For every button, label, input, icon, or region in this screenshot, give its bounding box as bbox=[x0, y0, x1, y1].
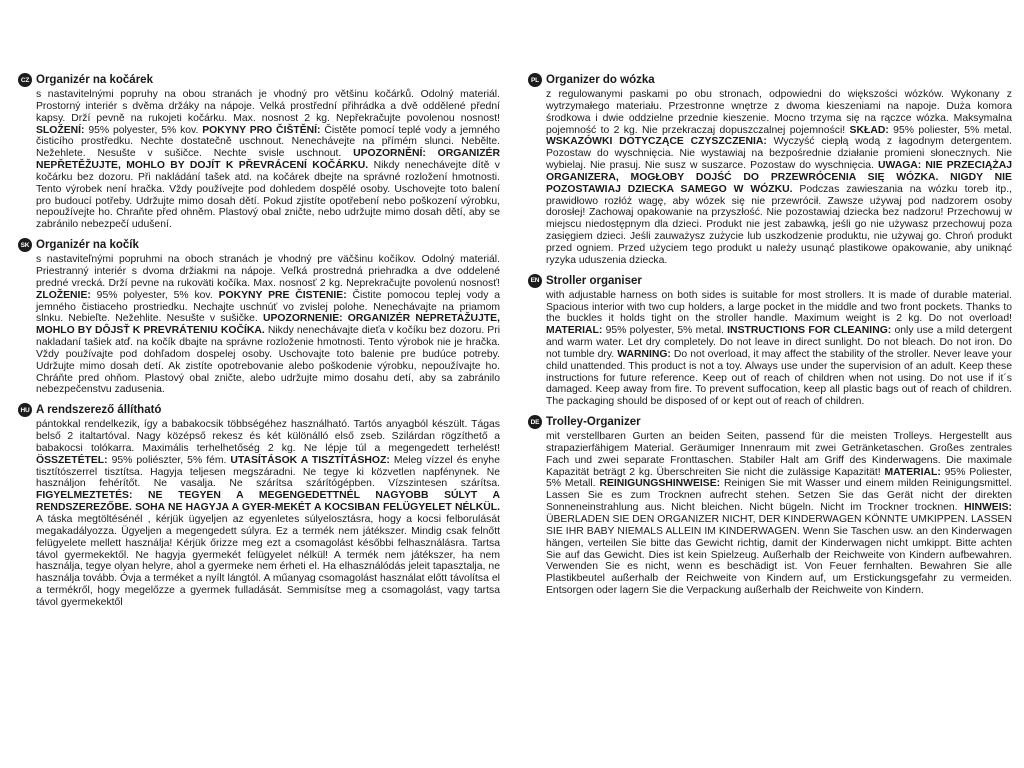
section-header bbox=[528, 273, 1012, 289]
section-header bbox=[18, 402, 500, 418]
section-title: Organizer do wózka bbox=[546, 74, 655, 86]
body-bold: MATERIAL: bbox=[884, 466, 941, 478]
left-column bbox=[18, 72, 500, 615]
body-bold: MATERIAL: bbox=[546, 325, 603, 337]
body-bold: POKYNY PRE ČISTENIE: bbox=[218, 289, 347, 301]
body-bold: UPOZORNENIE: ORGANIZÉR NEPRETAŽUJTE, MOHLO BY DÔJSŤ K PREVRÁTENIU KOČÍKA. bbox=[36, 313, 500, 337]
body-text: Wyczyść ciepłą wodą z łagodnym detergentem. Pozostaw do wyschnięcia. Nie wystawiaj na bezpośrednie działanie promieni słonecznych. Nie wybielaj. Nie prasuj. Nie susz w suszarce. Pozostaw do wyschnięcia. bbox=[546, 136, 1012, 172]
section-cz bbox=[18, 72, 500, 231]
body-bold: POKYNY PRO ČIŠTĚNÍ: bbox=[202, 124, 321, 136]
section-de bbox=[528, 414, 1012, 597]
body-bold: ÖSSZETÉTEL: bbox=[36, 454, 108, 466]
body-text: ÜBERLADEN SIE DEN ORGANIZER NICHT, DER KINDERWAGEN KÖNNTE UMKIPPEN. LASSEN SIE IHR BABY NIEMALS ALLEIN IM KINDERWAGEN. Wenn Sie Taschen usw. an den Kinderwagen hängen, verteilen Sie bitte das Gewicht richtig, damit der Kinderwagen nicht umkippt. Bitte achten Sie auf das Gewicht. Dies ist kein Spielzeug. Außerhalb der Reichweite von Kindern aufbewahren. Verwenden Sie es nicht, wenn es beschädigt ist. Von Feuer fernhalten. Bewahren Sie alle Plastikbeutel außerhalb der Reichweite von Kindern auf, um Erstickungsgefahr zu vermeiden. Entsorgen oder lagern Sie die Verpackung außerhalb der Reichweite von Kindern. bbox=[546, 514, 1012, 597]
section-title: Stroller organiser bbox=[546, 274, 642, 287]
body-bold: FIGYELMEZTETÉS: NE TEGYEN A MEGENGEDETTNÉL NAGYOBB SÚLYT A RENDSZEREZŐBE. SOHA NE HAGYJA A GYER-MEKÉT A KOCSIBAN FELÜGYELET NÉLKÜL. bbox=[36, 490, 500, 514]
section-header bbox=[528, 72, 1012, 88]
section-body bbox=[36, 419, 500, 609]
body-bold: SKŁAD: bbox=[849, 124, 889, 136]
body-text: Do not overload, it may affect the stability of the stroller. Never leave your child unattended. This product is not a toy. Always use under the supervision of an adult. Keep these instructions for future reference. Keep out of reach of children when not using. Do not use if it´s damaged. Keep away from fire. To prevent suffocation, keep all plastic bags out of reach of children. The packaging should be disposed of or kept out of reach of children. bbox=[546, 348, 1013, 408]
section-hu bbox=[18, 402, 500, 609]
section-sk bbox=[18, 237, 500, 396]
body-bold: INSTRUCTIONS FOR CLEANING: bbox=[727, 325, 892, 337]
body-text: 95% Poliester, 5% Metall. bbox=[546, 466, 1012, 490]
body-text: 95% poliészter, 5% fém. bbox=[107, 454, 231, 466]
section-header bbox=[18, 72, 500, 88]
body-text: Nikdy nenechávajte dieťa v kočíku bez dozoru. Pri nakladaní tašiek atď. na kočík dbajte na správne rozloženie hmotnosti. Tento výrobok nie je hračka. Vždy používajte pod dohľadom dospelej osoby. Uschovajte toto balenie pre budúce potreby. Udržujte mimo dosah detí. Ak zistíte opotrebovanie alebo poškodenie výrobku, nepoužívajte ho. Chráňte pred ohňom. Plastový obal zničte, alebo udržujte mimo dosahu detí, aby sa zabránilo nebezpečenstvu zadusenia. bbox=[36, 325, 500, 396]
section-body bbox=[36, 254, 500, 396]
body-text: with adjustable harness on both sides is suitable for most strollers. It is made of durable material. Spacious interior with two cup holders, a large pocket in the middle and two front pockets. Thanks to the buckles it holds tight on the stroller handle. Maximum weight is 2 kg. Do not overload! bbox=[546, 289, 1012, 325]
body-text: s nastaviteľnými popruhmi na oboch stranách je vhodný pre väčšinu kočíkov. Odolný materiál. Priestranný interiér s dvoma držiakmi na nápoje. Veľká prostredná priehradka a dve oddelené predné vrecká. Drží pevne na rukoväti kočíka. Max. nosnosť 2 kg. Neprekračujte povolenú nosnosť! bbox=[36, 254, 500, 289]
language-badge-icon: DE bbox=[528, 415, 542, 429]
body-text: pántokkal rendelkezik, így a babakocsik többségéhez használható. Tartós anyagból készült. Tágas belső 2 italtartóval. Nagy középső rekesz és két különálló első zseb. Szilárdan rögzíthető a babakocsi tolókarra. Maximális terhelhetőség 2 kg. Ne lépje túl a megengedett terhelést! bbox=[36, 419, 500, 454]
body-text: 95% polyester, 5% kov. bbox=[90, 289, 219, 301]
language-badge-icon: HU bbox=[18, 403, 32, 417]
body-text: A táska megtöltésénél , kérjük ügyeljen az egyenletes súlyelosztásra, hogy a kocsi felborulását megakadályozza. Ügyeljen a megengedett súlyra. Ez a termék nem játékszer. Mindig csak felnőtt felügyelete mellett használja! Kérjük őrizze meg ezt a csomagolást későbbi felhasználásra. Tartsa távol gyermekektől. Ne hagyja gyermekét felügyelet nélkül! A termék nem játékszer, ha nem használja, tegye olyan helyre, ahol a gyermeke nem érheti el. Ha elhasználódás jeleit tapasztalja, ne használja tovább. Óvja a terméket a nyílt lángtól. A műanyag csomagolást használat előtt távolítsa el a termékről, hogy megelőzze a gyermek fulladását. Semmisítse meg a csomagolást, vagy tartsa távol gyermekektől bbox=[36, 514, 500, 608]
section-title: Organizér na kočík bbox=[36, 239, 139, 252]
body-text: 95% poliester, 5% metal. bbox=[888, 124, 1012, 136]
section-en bbox=[528, 273, 1012, 408]
language-badge-icon: CZ bbox=[18, 73, 32, 87]
section-title: Organizér na kočárek bbox=[36, 74, 153, 86]
body-bold: HINWEIS: bbox=[964, 502, 1012, 514]
body-text: Čistite pomocou teplej vody a jemného čistiaceho prostriedku. Nechajte uschnúť vo zvislej polohe. Nenechávajte na priamom slnku. Nebieľte. Nežehlite. Nesušte v sušičke. bbox=[36, 289, 500, 325]
language-badge-icon: PL bbox=[528, 73, 542, 87]
body-bold: ZLOŽENIE: bbox=[36, 289, 91, 301]
body-bold: UTASÍTÁSOK A TISZTÍTÁSHOZ: bbox=[230, 454, 390, 466]
body-text: 95% polyester, 5% kov. bbox=[84, 124, 203, 136]
body-bold: WSKAZÓWKI DOTYCZĄCE CZYSZCZENIA: bbox=[546, 136, 767, 148]
body-text: Reinigen Sie mit Wasser und einem milden Reinigungsmittel. Lassen Sie es zum Trocknen aufrecht stehen. Setzen Sie das Gerät nicht der direkten Sonneneinstrahlung aus. Nicht bleichen. Nicht bügeln. Nicht im Trockner trocknen. bbox=[546, 478, 1012, 514]
body-bold: UPOZORNĚNÍ: ORGANIZÉR NEPŘETĚŽUJTE, MOHLO BY DOJÍT K PŘEVRÁCENÍ KOČÁRKU. bbox=[36, 148, 500, 172]
language-badge-icon: EN bbox=[528, 274, 542, 288]
body-text: Meleg vízzel és enyhe tisztítószerrel tisztítsa. Hagyja teljesen megszáradni. Ne tegye ki közvetlen napfénynek. Ne használjon fehérítőt. Ne vasalja. Ne szárítsa szárítógépben. Vízszintesen szárítsa. bbox=[36, 454, 500, 490]
body-text: Čistěte pomocí teplé vody a jemného čisticího prostředku. Nechte dostatečně uschnout. Nenechávejte na přímém slunci. Nebělte. Nežehlete. Nesušte v sušičce. Nechte svisle uschnout. bbox=[36, 124, 500, 160]
body-text: 95% polyester, 5% metal. bbox=[602, 325, 728, 337]
body-bold: SLOŽENÍ: bbox=[36, 124, 85, 136]
body-text: mit verstellbaren Gurten an beiden Seiten, passend für die meisten Trolleys. Hergestellt aus strapazierfähigem Material. Geräumiger Innenraum mit zwei Getränketaschen. Großes zentrales Fach und zwei separate Fronttaschen. Stabiler Halt am Griff des Kinderwagens. Die maximale Kapazität beträgt 2 kg. Überschreiten Sie nicht die zulässige Kapazität! bbox=[546, 431, 1012, 478]
body-text: only use a mild detergent and warm water. Let dry completely. Do not leave in direct sunlight. Do not bleach. Do not iron. Do not tumble dry. bbox=[546, 325, 1012, 360]
right-column bbox=[528, 72, 1012, 603]
body-text: Podczas zawieszania na wózku toreb itp., prawidłowo rozłóż wagę, aby wózek się nie przewrócił. Zawsze używaj pod nadzorem osoby dorosłej! Zachowaj opakowanie na przyszłość. Nie pozostawiaj dziecka bez nadzoru! Przechowuj w miejscu niedostępnym dla dzieci. Produkt nie jest zabawką, jeśli go nie używasz przechowuj poza zasięgiem dzieci. Jeśli zauważysz zużycie lub uszkodzenie produktu, nie używaj go. Chroń produkt przed ogniem. Przed użyciem tego produkt u należy usunąć plastikowe opakowanie, aby uniknąć ryzyka uduszenia dziecka. bbox=[546, 183, 1012, 266]
language-badge-icon: SK bbox=[18, 238, 32, 252]
section-body bbox=[546, 431, 1012, 597]
body-text: z regulowanymi paskami po obu stronach, odpowiedni do większości wózków. Wykonany z wytrzymałego materiału. Przestronne wnętrze z dwoma kieszeniami na napoje. Duża komora środkowa i dwie oddzielne przednie kieszenie. Mocno trzyma się na rączce wózka. Maksymalna pojemność to 2 kg. Nie przekraczaj dopuszczalnej pojemności! bbox=[546, 89, 1012, 136]
section-header bbox=[528, 414, 1012, 430]
section-title: Trolley-Organizer bbox=[546, 416, 641, 429]
body-text: Nikdy nenechávejte dítě v kočárku bez dozoru. Při nakládání tašek atd. na kočárek dbejte na správné rozložení hmotnosti. Tento výrobek není hračka. Vždy používejte pod dohledem dospělé osoby. Uschovejte toto balení pro budoucí potřeby. Udržujte mimo dosah dětí. Pokud zjistíte opotřebení nebo poškození výrobku, nepoužívejte ho. Chraňte před ohněm. Plastový obal zničte, nebo udržujte mimo dosah dětí, aby se zabránilo nebezpečí udušení. bbox=[36, 160, 500, 231]
section-title: A rendszerező állítható bbox=[36, 404, 162, 417]
body-text: s nastavitelnými popruhy na obou stranách je vhodný pro většinu kočárků. Odolný materiál. Prostorný interiér s dvěma držáky na nápoje. Velká prostřední přihrádka a dvě oddělené přední kapsy. Drží pevně na rukojeti kočárku. Max. nosnost 2 kg. Nepřekračujte povolenou nosnost! bbox=[36, 89, 500, 124]
body-bold: REINIGUNGSHINWEISE: bbox=[599, 478, 721, 490]
section-header bbox=[18, 237, 500, 253]
section-body bbox=[546, 290, 1012, 408]
section-body bbox=[36, 89, 500, 231]
body-bold: UWAGA: NIE PRZECIĄŻAJ ORGANIZERA, MOGŁOBY DOJŚĆ DO PRZEWRÓCENIA SIĘ WÓZKA. NIGDY NIE POZOSTAWIAJ DZIECKA SAMEGO W WÓZKU. bbox=[546, 160, 1012, 195]
section-pl bbox=[528, 72, 1012, 267]
section-body bbox=[546, 89, 1012, 267]
body-bold: WARNING: bbox=[617, 348, 671, 360]
